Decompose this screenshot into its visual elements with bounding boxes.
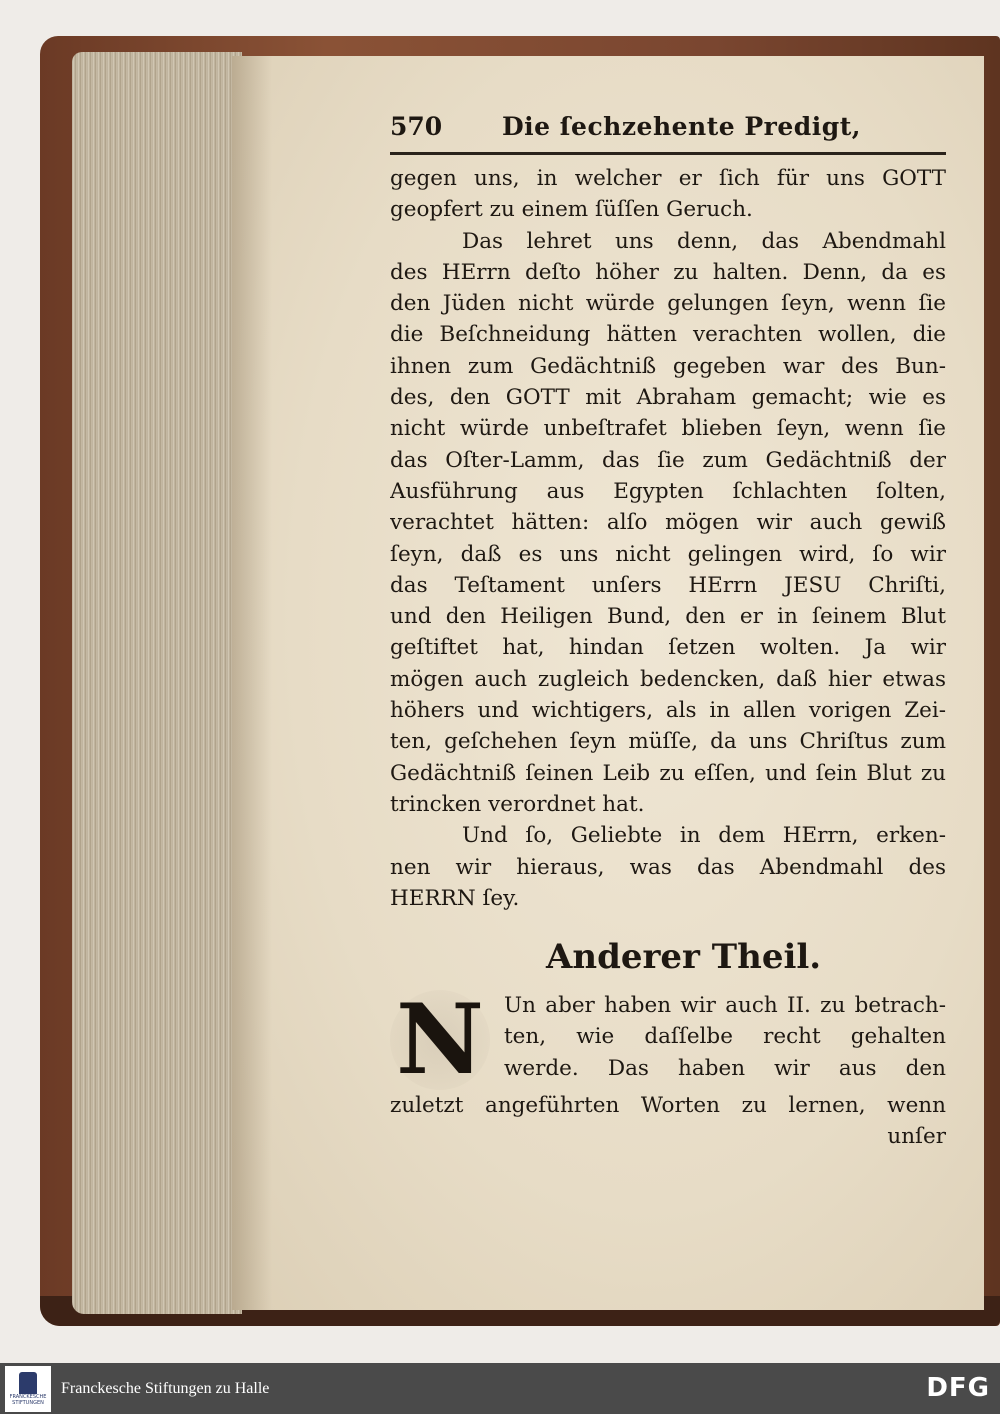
- text-line: trincken verordnet hat.: [390, 791, 645, 817]
- text-line: des HErrn deſto höher zu halten. Denn, da es: [390, 259, 946, 285]
- text-line: werde. Das haben wir aus den: [504, 1055, 946, 1081]
- decorated-initial: N: [390, 990, 490, 1090]
- text-line: Das lehret uns denn, das Abendmahl: [462, 228, 946, 254]
- running-title: Die ſechzehente Predigt,: [502, 112, 861, 141]
- text-line: ihnen zum Gedächtniß gegeben war des Bun-: [390, 353, 946, 379]
- dfg-logo[interactable]: DFG: [926, 1373, 990, 1403]
- text-line: geſtiftet hat, hindan ſetzen wolten. Ja wir: [390, 635, 946, 661]
- running-head: [390, 112, 946, 155]
- initial-paragraph: [390, 983, 946, 1097]
- text-line: nicht würde unbeſtrafet blieben ſeyn, wenn ſie: [390, 416, 946, 442]
- text-line: HERRN ſey.: [390, 885, 520, 911]
- text-line: ſeyn, daß es uns nicht gelingen wird, ſo wir: [390, 541, 946, 567]
- text-line: Und ſo, Geliebte in dem HErrn, erken-: [462, 823, 946, 849]
- page-gutter-shadow: [232, 56, 272, 1310]
- text-line: Un aber haben wir auch II. zu betrach-: [504, 993, 946, 1019]
- page-number: 570: [390, 112, 443, 141]
- catchword: unſer: [887, 1124, 946, 1150]
- text-line: das Teſtament unſers HErrn JESU Chriſti,: [390, 572, 946, 598]
- text-line: und den Heiligen Bund, den er in ſeinem Blut: [390, 604, 946, 630]
- text-line: höhers und wichtigers, als in allen vorigen Zei-: [390, 698, 946, 724]
- text-line: ten, geſchehen ſeyn müſſe, da uns Chriſtus zum: [390, 729, 946, 755]
- page-text: [390, 112, 946, 1153]
- viewer-footer: [0, 1363, 1000, 1414]
- text-line: die Beſchneidung hätten verachten wollen, die: [390, 322, 946, 348]
- institution-name[interactable]: Franckesche Stiftungen zu Halle: [61, 1379, 270, 1397]
- text-line: den Jüden nicht würde gelungen ſeyn, wenn ſie: [390, 291, 946, 317]
- text-line: nen wir hieraus, was das Abendmahl des: [390, 854, 946, 880]
- text-line: zuletzt angeführten Worten zu lernen, wenn: [390, 1093, 946, 1119]
- logo-text: FRANCKESCHE STIFTUNGEN: [9, 1393, 47, 1406]
- text-line: verachtet hätten: alſo mögen wir auch gewiß: [390, 510, 946, 536]
- initial-lines: [504, 990, 946, 1090]
- text-line: gegen uns, in welcher er ſich für uns GOTT: [390, 166, 946, 191]
- text-line: des, den GOTT mit Abraham gemacht; wie es: [390, 385, 946, 411]
- institution-logo[interactable]: [5, 1366, 51, 1412]
- building-icon: [19, 1372, 37, 1394]
- text-line: Ausführung aus Egypten ſchlachten ſolten,: [390, 478, 946, 504]
- section-heading: Anderer Theil.: [546, 937, 822, 978]
- page-edges: [72, 52, 242, 1314]
- text-line: geopfert zu einem ſüſſen Geruch.: [390, 197, 753, 223]
- text-line: das Oſter-Lamm, das ſie zum Gedächtniß der: [390, 447, 946, 473]
- text-line: mögen auch zugleich bedencken, daß hier etwas: [390, 666, 946, 692]
- text-line: Gedächtniß ſeinen Leib zu eſſen, und ſein Blut zu: [390, 760, 946, 786]
- text-line: ten, wie daſſelbe recht gehalten: [504, 1024, 946, 1050]
